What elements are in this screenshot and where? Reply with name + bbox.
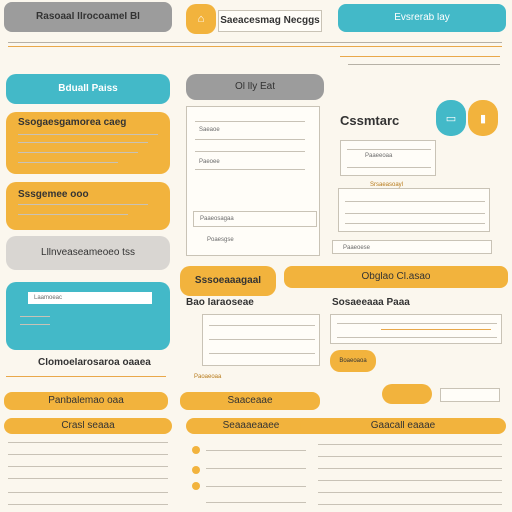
card-row bbox=[18, 134, 158, 135]
tab-3[interactable] bbox=[300, 418, 506, 434]
list-item bbox=[8, 492, 168, 493]
right-small-button[interactable] bbox=[382, 384, 432, 404]
right-orange-button-label: Boaeoaoa bbox=[339, 358, 367, 364]
list-item bbox=[206, 468, 306, 469]
document-icon[interactable]: ▮ bbox=[468, 100, 498, 136]
middle-header[interactable] bbox=[186, 74, 324, 100]
user-menu-label: Evsrerab lay bbox=[394, 13, 450, 23]
teal-card-label: Clomoelarosaroa oaaea bbox=[38, 358, 151, 368]
form-label: Paaeeoaa bbox=[365, 153, 393, 159]
right-section-title: Sosaeeaaa Paaa bbox=[332, 298, 410, 308]
table-row bbox=[345, 213, 485, 214]
list-item bbox=[8, 442, 168, 443]
teal-card[interactable] bbox=[6, 282, 170, 350]
form-row bbox=[195, 169, 305, 170]
middle-orange-label: Sssoeaaagaal bbox=[194, 276, 262, 286]
right-input[interactable] bbox=[332, 240, 492, 254]
form-row bbox=[195, 139, 305, 140]
table-row bbox=[345, 223, 485, 224]
card-row bbox=[18, 204, 148, 205]
divider-line bbox=[348, 64, 500, 65]
card-title: Sssgemee ooo bbox=[18, 190, 89, 200]
bullet-icon bbox=[192, 482, 200, 490]
teal-card-input[interactable] bbox=[28, 292, 152, 304]
table-row bbox=[337, 323, 497, 324]
list-item bbox=[318, 480, 502, 481]
bottom-middle-bar-label: Saaceaae bbox=[227, 396, 273, 406]
build-label: Bduall Paiss bbox=[58, 84, 118, 94]
form-input-text: Paaeosagaa bbox=[200, 216, 234, 222]
bottom-list-right bbox=[318, 438, 508, 508]
right-panel-title: Cssmtarc bbox=[340, 114, 400, 127]
list-item bbox=[318, 504, 502, 505]
table-row bbox=[345, 201, 485, 202]
card-row bbox=[18, 214, 128, 215]
form-row bbox=[347, 167, 431, 168]
bottom-list-left bbox=[8, 438, 178, 508]
right-orange-button[interactable] bbox=[330, 350, 376, 372]
form-label: Poaesgse bbox=[207, 237, 234, 243]
list-item bbox=[318, 492, 502, 493]
form-label: Paeoee bbox=[199, 159, 220, 165]
form-row bbox=[195, 121, 305, 122]
tab-2[interactable] bbox=[186, 418, 316, 434]
bullet-icon bbox=[192, 446, 200, 454]
middle-section-title: Bao laraoseae bbox=[186, 298, 254, 308]
card-row bbox=[18, 162, 118, 163]
middle-table[interactable] bbox=[202, 314, 320, 366]
divider-line-accent bbox=[8, 46, 502, 47]
table-row bbox=[209, 325, 315, 326]
gray-card[interactable] bbox=[6, 236, 170, 270]
list-item bbox=[206, 502, 306, 503]
tab-2-label: Seaaaeaaee bbox=[222, 421, 280, 431]
bullet-icon bbox=[192, 466, 200, 474]
list-item bbox=[318, 468, 502, 469]
table-row-accent bbox=[381, 329, 491, 330]
table-row bbox=[209, 353, 315, 354]
right-input-text: Paaeoese bbox=[343, 245, 371, 251]
list-item bbox=[318, 444, 502, 445]
list-item bbox=[8, 454, 168, 455]
card-row bbox=[18, 152, 138, 153]
gray-card-title: Lllnveaseameoeo tss bbox=[41, 248, 135, 258]
form-row bbox=[347, 149, 431, 150]
orange-card[interactable] bbox=[6, 112, 170, 174]
card-row bbox=[20, 316, 50, 317]
divider-line-accent bbox=[6, 376, 166, 377]
right-orange-pill[interactable] bbox=[284, 266, 508, 288]
build-button[interactable] bbox=[6, 74, 170, 104]
list-item bbox=[8, 504, 168, 505]
home-icon[interactable]: ⌂ bbox=[186, 4, 216, 34]
orange-card-2[interactable] bbox=[6, 182, 170, 230]
right-orange-label: Srsaeasoayl bbox=[370, 182, 404, 188]
right-small-input[interactable] bbox=[440, 388, 500, 402]
card-row bbox=[20, 324, 50, 325]
divider-line-accent bbox=[340, 56, 500, 57]
teal-card-input-text: Laamoeac bbox=[34, 295, 63, 301]
bottom-left-bar[interactable] bbox=[4, 392, 168, 410]
list-item bbox=[206, 486, 306, 487]
form-row bbox=[195, 151, 305, 152]
card-title: Ssogaesgamorea caeg bbox=[18, 118, 127, 128]
list-item bbox=[206, 450, 306, 451]
list-item bbox=[8, 478, 168, 479]
right-orange-pill-label: Obglao Cl.asao bbox=[361, 272, 431, 282]
tab-1-label: Crasl seaaa bbox=[61, 421, 115, 431]
form-input[interactable] bbox=[193, 211, 317, 227]
bottom-middle-bar[interactable] bbox=[180, 392, 320, 410]
middle-orange-bar[interactable] bbox=[180, 266, 276, 296]
divider-line bbox=[8, 42, 502, 43]
middle-header-label: Ol lly Eat bbox=[234, 82, 275, 92]
list-item bbox=[8, 466, 168, 467]
search-box[interactable] bbox=[218, 10, 322, 32]
tab-3-label: Gaacall eaaae bbox=[370, 421, 436, 431]
list-item bbox=[318, 456, 502, 457]
right-table-2[interactable] bbox=[330, 314, 502, 344]
middle-form[interactable] bbox=[186, 106, 320, 256]
folder-icon[interactable]: ▭ bbox=[436, 100, 466, 136]
table-row bbox=[337, 337, 497, 338]
right-form[interactable] bbox=[340, 140, 436, 176]
table-row bbox=[209, 339, 315, 340]
tab-1[interactable] bbox=[4, 418, 172, 434]
bottom-left-bar-label: Panbalemao oaa bbox=[48, 396, 124, 406]
form-label: Saeaoe bbox=[199, 127, 220, 133]
app-title: Rasoaal llrocoamel Bl bbox=[36, 12, 140, 22]
app-title-bar[interactable] bbox=[4, 2, 172, 32]
right-table[interactable] bbox=[338, 188, 490, 232]
bottom-list-middle bbox=[186, 438, 316, 508]
middle-footer-link[interactable]: Paoaeoaa bbox=[194, 374, 222, 380]
card-row bbox=[18, 142, 148, 143]
search-label: Saeacesmag Necggs bbox=[220, 16, 320, 26]
user-menu-button[interactable] bbox=[338, 4, 506, 32]
